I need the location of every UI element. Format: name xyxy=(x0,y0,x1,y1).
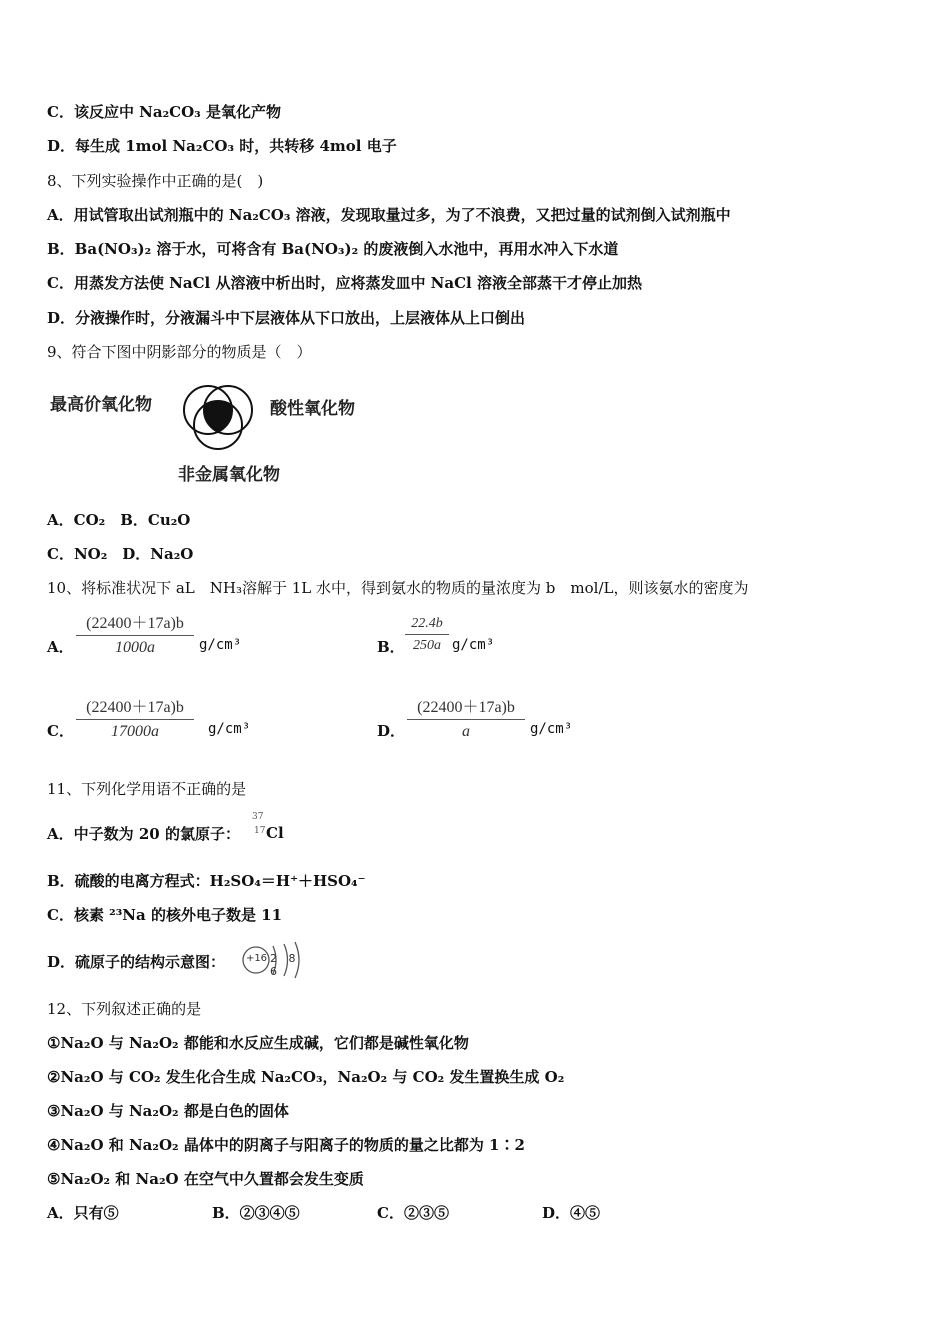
q12-option-b: B．②③④⑤ xyxy=(212,1204,300,1222)
fraction-denominator: 250a xyxy=(413,638,441,653)
fraction-numerator: (22400＋17a)b xyxy=(76,610,194,636)
q12-option-d: D．④⑤ xyxy=(542,1204,601,1222)
fraction-numerator: (22400＋17a)b xyxy=(76,694,194,720)
q7-option-d: D．每生成 1mol Na₂CO₃ 时，共转移 4mol 电子 xyxy=(47,137,397,155)
q12-statement-2: ②Na₂O 与 CO₂ 发生化合生成 Na₂CO₃，Na₂O₂ 与 CO₂ 发生置换生成 O₂ xyxy=(47,1068,565,1086)
q12-stem: 12、下列叙述正确的是 xyxy=(47,1000,202,1018)
q8-option-d: D．分液操作时，分液漏斗中下层液体从下口放出，上层液体从上口倒出 xyxy=(47,309,526,327)
q8-option-b: B．Ba(NO₃)₂ 溶于水，可将含有 Ba(NO₃)₂ 的废液倒入水池中，再用水冲入下水道 xyxy=(47,240,619,258)
sulfur-atom-diagram xyxy=(240,938,310,982)
q11-option-c: C．核素 ²³Na 的核外电子数是 11 xyxy=(47,906,283,924)
q12-statement-5: ⑤Na₂O₂ 和 Na₂O 在空气中久置都会发生变质 xyxy=(47,1170,364,1188)
q8-stem: 8、下列实验操作中正确的是( ) xyxy=(47,172,264,190)
q9-options-ab: A．CO₂ B．Cu₂O xyxy=(47,511,191,529)
atom-nucleus-charge: +16 xyxy=(245,953,268,964)
fraction-denominator: a xyxy=(462,723,470,740)
q11-option-a: A．中子数为 20 的氯原子： xyxy=(47,825,240,843)
q10-option-c-unit: g/cm³ xyxy=(208,721,251,737)
venn-label-left: 最高价氧化物 xyxy=(50,395,152,415)
q8-option-c: C．用蒸发方法使 NaCl 从溶液中析出时，应将蒸发皿中 NaCl 溶液全部蒸干才停止加热 xyxy=(47,274,642,292)
fraction-denominator: 17000a xyxy=(111,723,159,740)
q10-option-a-unit: g/cm³ xyxy=(199,637,242,653)
q11-stem: 11、下列化学用语不正确的是 xyxy=(47,780,247,798)
q10-option-d-unit: g/cm³ xyxy=(530,721,573,737)
isotope-symbol: Cl xyxy=(266,824,284,842)
q10-option-a-fraction xyxy=(76,610,194,657)
q12-statement-3: ③Na₂O 与 Na₂O₂ 都是白色的固体 xyxy=(47,1102,289,1120)
q8-option-a: A．用试管取出试剂瓶中的 Na₂CO₃ 溶液，发现取量过多，为了不浪费，又把过量的试剂倒入试剂瓶中 xyxy=(47,206,731,224)
isotope-atomic-number: 17 xyxy=(254,826,266,836)
venn-diagram xyxy=(45,380,385,490)
q12-option-c: C．②③⑤ xyxy=(377,1204,449,1222)
q10-stem: 10、将标准状况下 aL NH₃溶解于 1L 水中，得到氨水的物质的量浓度为 b mol/L，则该氨水的密度为 xyxy=(47,579,749,597)
q11-option-b: B．硫酸的电离方程式：H₂SO₄＝H⁺＋HSO₄⁻ xyxy=(47,872,366,890)
q10-option-d-label: D． xyxy=(377,722,406,740)
q12-option-a: A．只有⑤ xyxy=(47,1204,119,1222)
q10-option-c-label: C． xyxy=(47,722,74,740)
q10-option-a-label: A． xyxy=(47,638,74,656)
fraction-numerator: 22.4b xyxy=(405,616,449,635)
venn-label-bottom: 非金属氧化物 xyxy=(178,465,280,485)
isotope-mass-number: 37 xyxy=(252,812,264,822)
q9-options-cd: C．NO₂ D．Na₂O xyxy=(47,545,194,563)
venn-label-right: 酸性氧化物 xyxy=(270,399,355,419)
atom-shell-electrons: 2 8 6 xyxy=(270,952,300,978)
fraction-numerator: (22400＋17a)b xyxy=(407,694,525,720)
q12-statement-4: ④Na₂O 和 Na₂O₂ 晶体中的阴离子与阳离子的物质的量之比都为 1∶2 xyxy=(47,1136,525,1154)
q12-statement-1: ①Na₂O 与 Na₂O₂ 都能和水反应生成碱，它们都是碱性氧化物 xyxy=(47,1034,469,1052)
q7-option-c: C．该反应中 Na₂CO₃ 是氧化产物 xyxy=(47,103,281,121)
q10-option-d-fraction xyxy=(407,694,525,741)
venn-circles xyxy=(173,380,273,460)
q10-option-b-label: B． xyxy=(377,638,405,656)
q11-option-d: D．硫原子的结构示意图： xyxy=(47,953,226,971)
q9-stem: 9、符合下图中阴影部分的物质是（ ） xyxy=(47,343,312,361)
q10-option-b-fraction xyxy=(405,616,449,654)
q10-option-c-fraction xyxy=(76,694,194,741)
fraction-denominator: 1000a xyxy=(115,639,155,656)
q10-option-b-unit: g/cm³ xyxy=(452,637,495,653)
